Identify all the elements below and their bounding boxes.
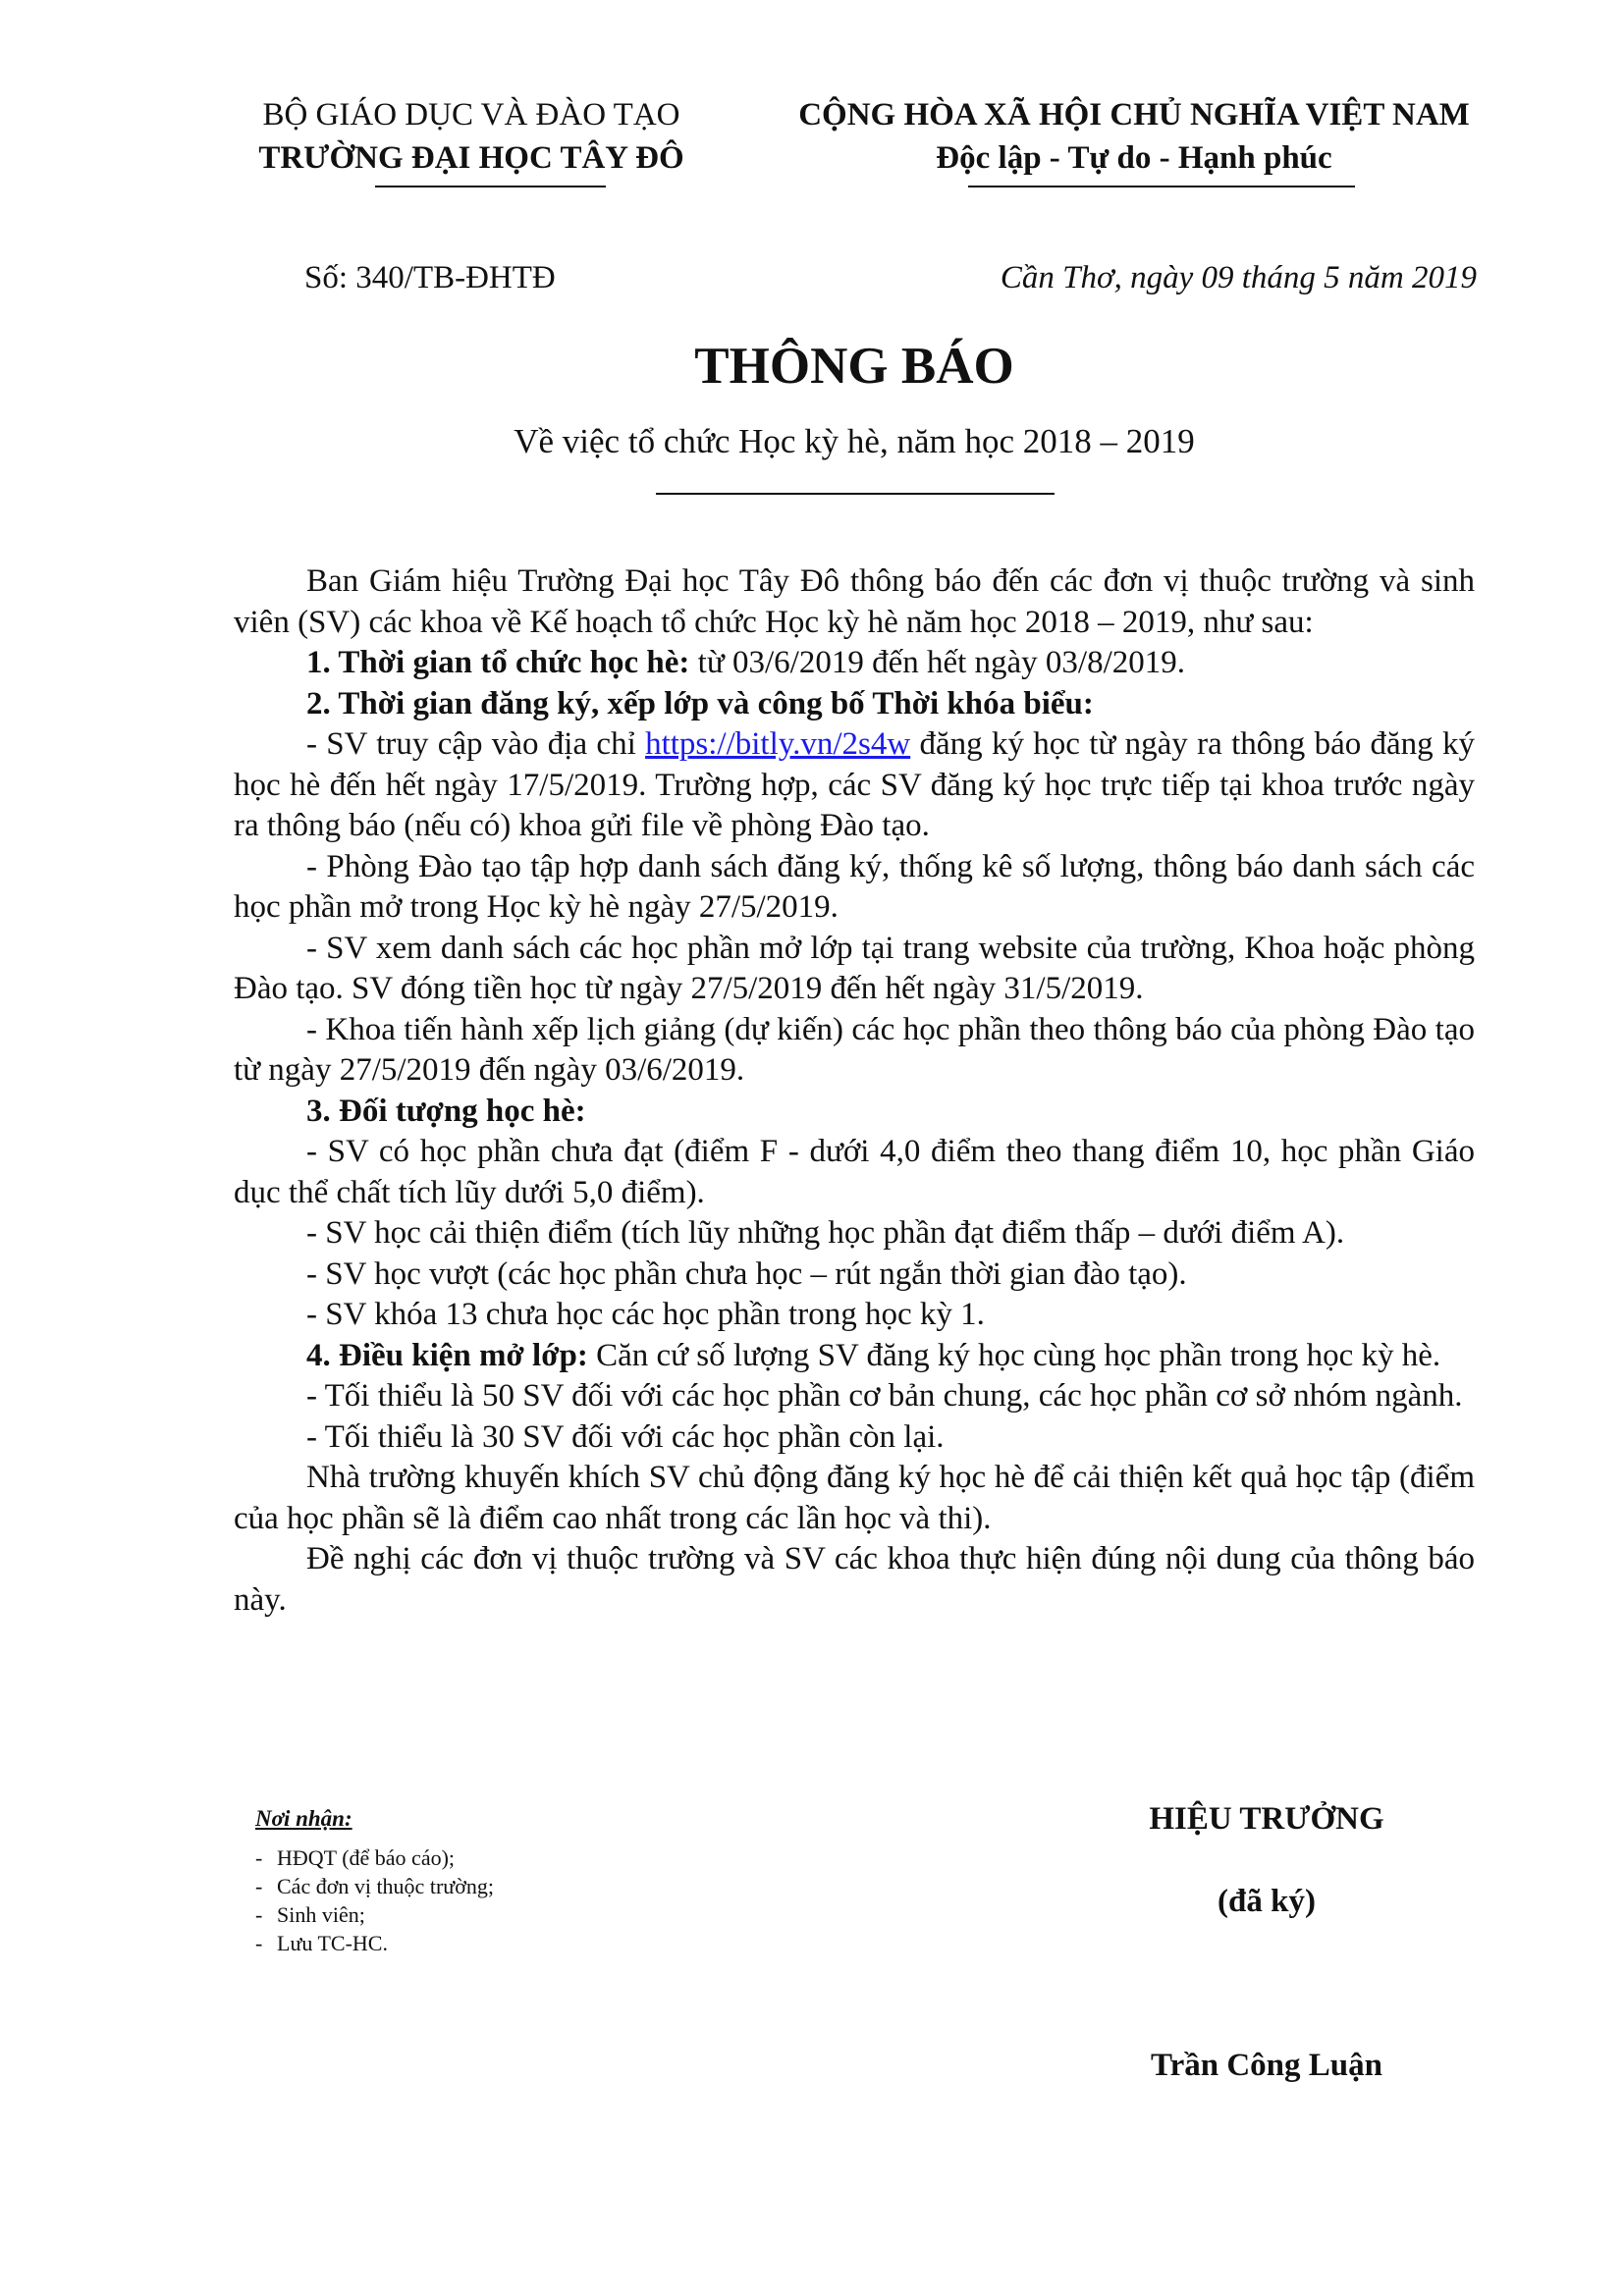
national-motto: Độc lập - Tự do - Hạnh phúc	[936, 140, 1332, 176]
notice-body	[234, 561, 1475, 1621]
section-3-item-4: - SV khóa 13 chưa học các học phần trong học kỳ 1.	[306, 1297, 985, 1332]
signature-status: (đã ký)	[1218, 1884, 1316, 1919]
signer-name: Trần Công Luận	[1151, 2048, 1382, 2083]
section-4-heading: 4. Điều kiện mở lớp:	[306, 1337, 588, 1373]
section-4-item-2: - Tối thiểu là 30 SV đối với các học phần còn lại.	[306, 1418, 945, 1455]
recipients-list	[255, 1843, 494, 1957]
section-1	[234, 643, 1475, 684]
section-4-item-1: - Tối thiểu là 50 SV đối với các học phần cơ bản chung, các học phần cơ sở nhóm ngành.	[306, 1378, 1463, 1414]
school-underline	[375, 186, 606, 187]
section-1-text: từ 03/6/2019 đến hết ngày 03/8/2019.	[689, 645, 1186, 680]
section-3-heading: 3. Đối tượng học hè:	[306, 1093, 586, 1129]
registration-link[interactable]: https://bitly.vn/2s4w	[645, 726, 911, 762]
section-2-heading: 2. Thời gian đăng ký, xếp lớp và công bố Thời khóa biểu:	[306, 685, 1094, 721]
section-4	[234, 1336, 1475, 1377]
closing-paragraph-1: Nhà trường khuyến khích SV chủ động đăng ký học hè để cải thiện kết quả học tập (điểm của học phần sẽ là điểm cao nhất trong các lần học và thi).	[234, 1460, 1475, 1536]
section-4-text: Căn cứ số lượng SV đăng ký học cùng học phần trong học kỳ hè.	[587, 1337, 1441, 1373]
ministry-name: BỘ GIÁO DỤC VÀ ĐÀO TẠO	[262, 97, 680, 133]
recipient-item: - HĐQT (để báo cáo);	[255, 1843, 494, 1872]
recipient-item: - Lưu TC-HC.	[255, 1929, 494, 1957]
school-name: TRƯỜNG ĐẠI HỌC TÂY ĐÔ	[258, 140, 684, 176]
section-2	[234, 684, 1475, 725]
section-3	[234, 1092, 1475, 1133]
title-underline	[656, 493, 1055, 495]
country-name: CỘNG HÒA XÃ HỘI CHỦ NGHĨA VIỆT NAM	[798, 97, 1470, 133]
section-2-item-4: - Khoa tiến hành xếp lịch giảng (dự kiến) các học phần theo thông báo của phòng Đào tạo từ ngày 27/5/2019 đến ngày 03/6/2019.	[234, 1011, 1475, 1088]
section-1-heading: 1. Thời gian tổ chức học hè:	[306, 645, 690, 680]
section-2-item-1-end: đăng ký học từ ngày ra thông báo đăng ký học hè đến hết ngày 17/5/2019. Trường hợp, các SV đăng ký học trực tiếp tại khoa trước ngày ra thông báo (nếu có) khoa gửi file về phòng Đào tạo.	[234, 726, 1476, 843]
section-2-item-3: - SV xem danh sách các học phần mở lớp tại trang website của trường, Khoa hoặc phòng Đào tạo. SV đóng tiền học từ ngày 27/5/2019 đến hết ngày 31/5/2019.	[234, 930, 1475, 1006]
section-3-item-3: - SV học vượt (các học phần chưa học – rút ngắn thời gian đào tạo).	[306, 1255, 1187, 1292]
recipients-title: Nơi nhận:	[255, 1806, 352, 1831]
place-date: Cần Thơ, ngày 09 tháng 5 năm 2019	[1000, 260, 1477, 295]
section-2-item-1	[234, 724, 1475, 847]
recipient-item: - Các đơn vị thuộc trường;	[255, 1872, 494, 1900]
section-3-item-2: - SV học cải thiện điểm (tích lũy những học phần đạt điểm thấp – dưới điểm A).	[306, 1215, 1345, 1251]
document-number: Số: 340/TB-ĐHTĐ	[304, 260, 556, 295]
section-2-item-1-start: - SV truy cập vào địa chỉ	[306, 726, 646, 762]
closing-paragraph-2: Đề nghị các đơn vị thuộc trường và SV các khoa thực hiện đúng nội dung của thông báo này.	[234, 1541, 1475, 1618]
section-3-item-1: - SV có học phần chưa đạt (điểm F - dưới 4,0 điểm theo thang điểm 10, học phần Giáo dục thể chất tích lũy dưới 5,0 điểm).	[234, 1134, 1475, 1210]
intro-paragraph: Ban Giám hiệu Trường Đại học Tây Đô thông báo đến các đơn vị thuộc trường và sinh viên (SV) các khoa về Kế hoạch tổ chức Học kỳ hè năm học 2018 – 2019, như sau:	[234, 563, 1475, 640]
page-title: THÔNG BÁO	[694, 338, 1014, 395]
section-2-item-2: - Phòng Đào tạo tập hợp danh sách đăng ký, thống kê số lượng, thông báo danh sách các học phần mở trong Học kỳ hè ngày 27/5/2019.	[234, 848, 1475, 925]
recipient-item: - Sinh viên;	[255, 1900, 494, 1929]
page-subtitle: Về việc tổ chức Học kỳ hè, năm học 2018 – 2019	[514, 422, 1195, 460]
signature-role: HIỆU TRƯỞNG	[1149, 1801, 1384, 1837]
recipients-block	[255, 1806, 494, 1957]
motto-underline	[968, 186, 1355, 187]
